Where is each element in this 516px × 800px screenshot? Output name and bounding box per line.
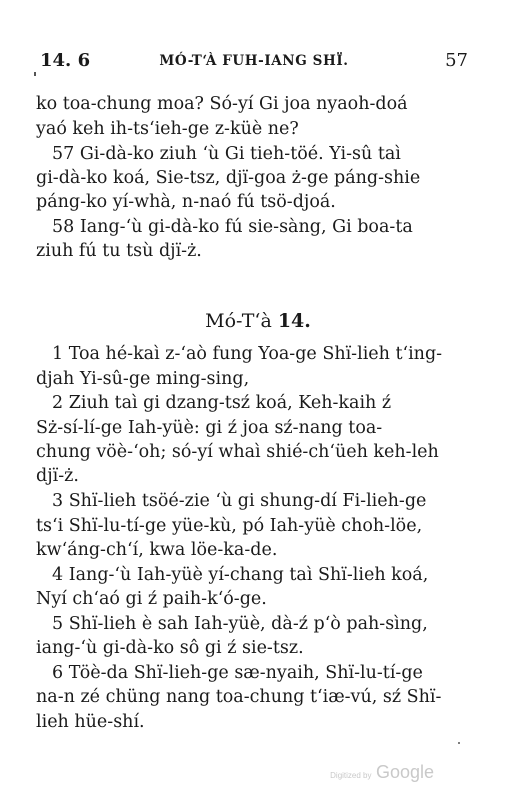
watermark-prefix: Digitized by bbox=[330, 771, 372, 780]
verse-2-line: 2 Ziuh taì gi dzang-tsź koá, Keh-kaih ź bbox=[52, 393, 392, 413]
text-line: iang-‘ù gi-dà-ko sô gi ź sie-tsz. bbox=[36, 638, 304, 658]
text-line: gi-dà-ko koá, Sie-tsz, djï-goa ż-ge páng-shie bbox=[36, 168, 421, 188]
verse-1-line: 1 Toa hé-kaì z-‘aò fung Yoa-ge Shï-lieh t‘ing- bbox=[52, 344, 443, 364]
text-line: páng-ko yí-whà, n-naó fú tsö-djoá. bbox=[36, 192, 336, 212]
ink-dot bbox=[458, 742, 460, 744]
chapter-verse-ref: 14. 6 bbox=[40, 50, 91, 71]
google-logo: Google bbox=[375, 762, 434, 782]
verse-4-line: 4 Iang-‘ù Iah-yüè yí-chang taì Shï-lieh koá, bbox=[52, 565, 429, 585]
text-line: ko toa-chung moa? Só-yí Gi joa nyaoh-doá bbox=[36, 94, 408, 114]
text-line: chung vöè-‘oh; só-yí whaì shié-ch‘üeh keh-leh bbox=[36, 442, 439, 462]
chapter-heading bbox=[0, 308, 516, 334]
text-line: ts‘i Shï-lu-tí-ge yüe-kù, pó Iah-yüè choh-löe, bbox=[36, 516, 423, 536]
text-line: lieh hüe-shí. bbox=[36, 712, 145, 732]
text-line: djah Yi-sû-ge ming-sing, bbox=[36, 369, 250, 389]
page-number: 57 bbox=[445, 50, 468, 71]
text-line: Sż-sí-lí-ge Iah-yüè: gi ź joa sź-nang toa- bbox=[36, 418, 383, 438]
verse-3-line: 3 Shï-lieh tsöé-zie ‘ù gi shung-dí Fi-lieh-ge bbox=[52, 491, 427, 511]
chapter-heading-title: Mó-T‘à bbox=[205, 310, 278, 332]
running-title: MÓ-T‘À FUH-IANG SHÏ. bbox=[159, 53, 349, 69]
verse-58-line: 58 Iang-‘ù gi-dà-ko fú sie-sàng, Gi boa-ta bbox=[52, 217, 413, 237]
verse-5-line: 5 Shï-lieh è sah Iah-yüè, dà-ź p‘ò pah-sìng, bbox=[52, 614, 428, 634]
verse-57-line: 57 Gi-dà-ko ziuh ‘ù Gi tieh-töé. Yi-sû taì bbox=[52, 144, 401, 164]
margin-mark bbox=[34, 72, 36, 76]
text-line: djï-ż. bbox=[36, 466, 79, 486]
chapter-heading-number: 14. bbox=[277, 310, 311, 332]
text-line: ziuh fú tu tsù djï-ż. bbox=[36, 241, 202, 261]
text-line: yaó keh ih-ts‘ieh-ge z-küè ne? bbox=[36, 119, 299, 139]
text-line: Nyí ch‘aó gi ź paih-k‘ó-ge. bbox=[36, 589, 267, 609]
text-line: na-n zé chüng nang toa-chung t‘iæ-vú, sź Shï- bbox=[36, 687, 442, 707]
text-line: kw‘áng-ch‘í, kwa löe-ka-de. bbox=[36, 540, 278, 560]
page-header bbox=[40, 50, 468, 74]
digitized-watermark bbox=[330, 762, 434, 783]
verse-6-line: 6 Töè-da Shï-lieh-ge sæ-nyaih, Shï-lu-tí-ge bbox=[52, 663, 423, 683]
